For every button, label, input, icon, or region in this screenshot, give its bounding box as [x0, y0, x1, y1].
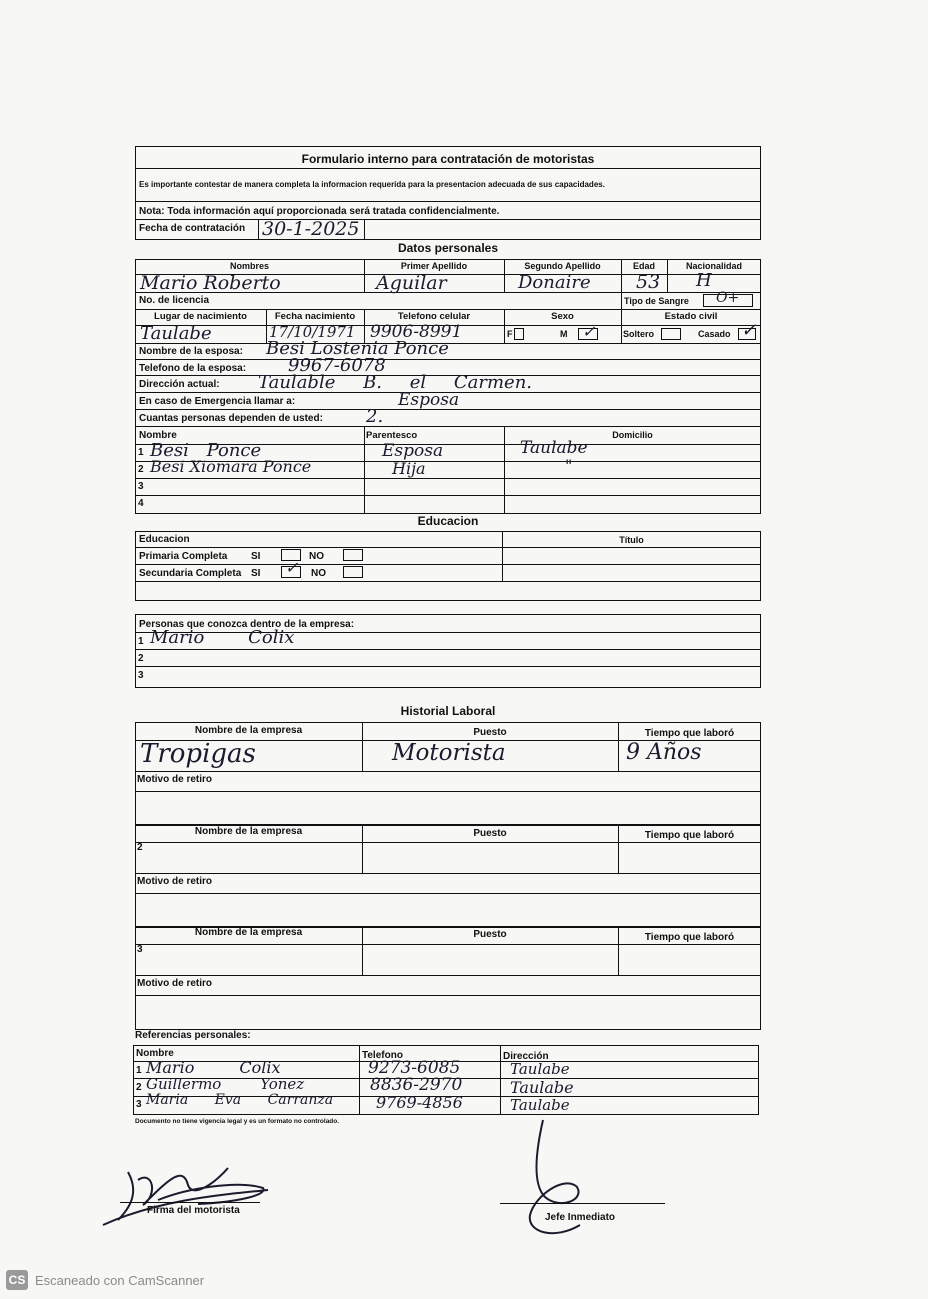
empleo-2-h-empresa: Nombre de la empresa	[194, 826, 303, 837]
ref-2-nombre[interactable]: Guillermo Yonez	[146, 1075, 305, 1093]
ref-3-nombre[interactable]: Maria Eva Carranza	[146, 1092, 334, 1108]
historial-title: Historial Laboral	[400, 704, 496, 718]
empleo-1-puesto[interactable]: Motorista	[392, 740, 506, 766]
secundaria-si-label: SI	[251, 568, 261, 579]
primer-apellido-value[interactable]: Aguilar	[376, 272, 447, 294]
camscanner-logo-icon: CS	[8, 1273, 26, 1287]
referencias-label: Referencias personales:	[135, 1030, 251, 1041]
casado-check: ✓	[741, 320, 757, 341]
camscanner-watermark: Escaneado con CamScanner	[35, 1273, 205, 1288]
header-segundo-apellido: Segundo Apellido	[524, 261, 601, 271]
esposa-value[interactable]: Besi Lostenia Ponce	[266, 338, 449, 359]
signature-jefe-drawing	[505, 1115, 615, 1245]
ref-header-direccion: Dirección	[503, 1051, 549, 1062]
empleo-2-h-puesto: Puesto	[473, 828, 507, 839]
dep-header-nombre: Nombre	[139, 430, 177, 441]
primaria-no-label: NO	[309, 551, 324, 562]
sexo-m-label: M	[560, 329, 568, 339]
fecha-nacimiento-value[interactable]: 17/10/1971	[269, 323, 356, 341]
conocido-1-num: 1	[138, 636, 144, 647]
empleo-1-h-tiempo: Tiempo que laboró	[644, 728, 735, 739]
nacionalidad-value[interactable]: H	[696, 270, 712, 291]
educacion-header: Educacion	[139, 534, 190, 545]
header-sexo: Sexo	[551, 311, 574, 322]
secundaria-no-label: NO	[311, 568, 326, 579]
direccion-label: Dirección actual:	[139, 379, 220, 390]
conocidos-label: Personas que conozca dentro de la empresa:	[139, 619, 355, 630]
telefono-celular-value[interactable]: 9906-8991	[370, 322, 463, 342]
edad-value[interactable]: 53	[636, 271, 661, 293]
dep-row-1-domicilio[interactable]: Taulabe	[520, 438, 588, 458]
datos-personales-title: Datos personales	[397, 241, 499, 255]
empleo-3-motivo-label: Motivo de retiro	[137, 978, 213, 989]
header-edad: Edad	[632, 261, 655, 271]
primaria-label: Primaria Completa	[139, 551, 228, 562]
header-nombres: Nombres	[229, 261, 269, 271]
firma-motorista-label: Firma del motorista	[147, 1205, 240, 1216]
esposa-label: Nombre de la esposa:	[139, 346, 243, 357]
empleo-1-motivo-label: Motivo de retiro	[137, 774, 213, 785]
empleo-3-h-puesto: Puesto	[473, 929, 507, 940]
disclaimer-footnote: Documento no tiene vigencia legal y es un formato no controlado.	[135, 1118, 340, 1125]
direccion-value[interactable]: Taulable B. el Carmen.	[258, 372, 533, 393]
empleo-2-motivo-label: Motivo de retiro	[137, 876, 213, 887]
primaria-no-checkbox[interactable]	[343, 549, 363, 561]
ref-1-num: 1	[136, 1065, 142, 1076]
signature-motorista-drawing	[98, 1160, 278, 1230]
ref-1-direccion[interactable]: Taulabe	[510, 1060, 570, 1078]
ref-3-direccion[interactable]: Taulabe	[510, 1096, 570, 1114]
tipo-sangre-label: Tipo de Sangre	[624, 296, 689, 306]
intro-note: Es importante contestar de manera completa la informacion requerida para la presentacion adecuada de sus capacidades.	[139, 180, 605, 189]
dep-row-2-num: 2	[138, 464, 144, 475]
empleo-1-empresa[interactable]: Tropigas	[140, 739, 256, 769]
dep-row-1-nombre[interactable]: Besi Ponce	[150, 440, 262, 461]
dep-header-domicilio: Domicilio	[612, 430, 653, 440]
soltero-checkbox[interactable]	[661, 328, 681, 340]
sexo-f-checkbox[interactable]	[514, 328, 524, 340]
ref-3-num: 3	[136, 1099, 142, 1110]
tel-esposa-label: Telefono de la esposa:	[139, 363, 247, 374]
licencia-label: No. de licencia	[139, 295, 210, 306]
tel-esposa-value[interactable]: 9967-6078	[288, 355, 386, 376]
header-primer-apellido: Primer Apellido	[400, 261, 468, 271]
fecha-contratacion-value[interactable]: 30-1-2025	[262, 218, 360, 240]
lugar-nacimiento-value[interactable]: Taulabe	[140, 323, 212, 344]
empleo-2-h-tiempo: Tiempo que laboró	[644, 830, 735, 841]
camscanner-badge	[6, 1270, 28, 1290]
dep-row-1-parentesco[interactable]: Esposa	[382, 441, 444, 461]
empleo-2-num: 2	[137, 842, 143, 853]
ref-3-telefono[interactable]: 9769-4856	[376, 1093, 463, 1112]
dep-header-parentesco: Parentesco	[366, 430, 418, 441]
ref-1-telefono[interactable]: 9273-6085	[368, 1058, 461, 1078]
educacion-title: Educacion	[417, 514, 479, 528]
empleo-1-h-empresa: Nombre de la empresa	[194, 725, 303, 736]
ref-1-nombre[interactable]: Mario Colix	[146, 1058, 281, 1077]
dependen-value[interactable]: 2.	[366, 406, 384, 427]
secundaria-label: Secundaria Completa	[139, 568, 242, 579]
firma-jefe-label: Jefe Inmediato	[545, 1212, 616, 1223]
header-nacionalidad: Nacionalidad	[685, 261, 742, 271]
nombres-value[interactable]: Mario Roberto	[140, 272, 281, 294]
primaria-si-label: SI	[251, 551, 261, 562]
dep-row-2-nombre[interactable]: Besi Xiomara Ponce	[150, 457, 312, 476]
empleo-3-h-tiempo: Tiempo que laboró	[644, 932, 735, 943]
casado-label: Casado	[698, 329, 731, 339]
emergencia-value[interactable]: Esposa	[398, 390, 460, 410]
dep-row-2-parentesco[interactable]: Hija	[392, 459, 426, 478]
titulo-header: Título	[619, 535, 644, 545]
empleo-3-h-empresa: Nombre de la empresa	[194, 927, 303, 938]
dep-row-1-num: 1	[138, 447, 144, 458]
secundaria-si-check: ✓	[285, 558, 299, 577]
dep-row-3-num: 3	[138, 481, 144, 492]
emergencia-label: En caso de Emergencia llamar a:	[139, 396, 296, 407]
fecha-contratacion-label: Fecha de contratación	[139, 223, 246, 234]
sexo-f-label: F	[507, 329, 513, 339]
dep-row-4-num: 4	[138, 498, 144, 509]
soltero-label: Soltero	[623, 329, 655, 339]
ref-header-telefono: Telefono	[362, 1050, 403, 1061]
secundaria-no-checkbox[interactable]	[343, 566, 363, 578]
form-title: Formulario interno para contratación de motoristas	[301, 152, 595, 166]
header-lugar-nacimiento: Lugar de nacimiento	[154, 311, 247, 322]
confidential-note: Nota: Toda información aquí proporcionada será tratada confidencialmente.	[139, 206, 500, 217]
header-estado-civil: Estado civil	[664, 311, 718, 322]
conocido-2-num: 2	[138, 653, 144, 664]
empleo-1-h-puesto: Puesto	[473, 727, 507, 738]
header-fecha-nacimiento: Fecha nacimiento	[274, 311, 356, 322]
dep-row-2-domicilio[interactable]: "	[565, 456, 573, 475]
conocido-3-num: 3	[138, 670, 144, 681]
conocido-1-nombre[interactable]: Mario Colix	[150, 627, 295, 648]
ref-2-num: 2	[136, 1082, 142, 1093]
empleo-3-num: 3	[137, 944, 143, 955]
ref-2-direccion[interactable]: Taulabe	[510, 1078, 574, 1097]
ref-2-telefono[interactable]: 8836-2970	[370, 1075, 463, 1095]
empleo-1-tiempo[interactable]: 9 Años	[626, 740, 702, 765]
ref-header-nombre: Nombre	[136, 1048, 174, 1059]
segundo-apellido-value[interactable]: Donaire	[518, 272, 591, 293]
dependen-label: Cuantas personas dependen de usted:	[139, 413, 323, 424]
sexo-m-check: ✓	[582, 322, 596, 341]
tipo-sangre-value: O+	[716, 290, 740, 306]
header-telefono-celular: Telefono celular	[397, 311, 471, 322]
